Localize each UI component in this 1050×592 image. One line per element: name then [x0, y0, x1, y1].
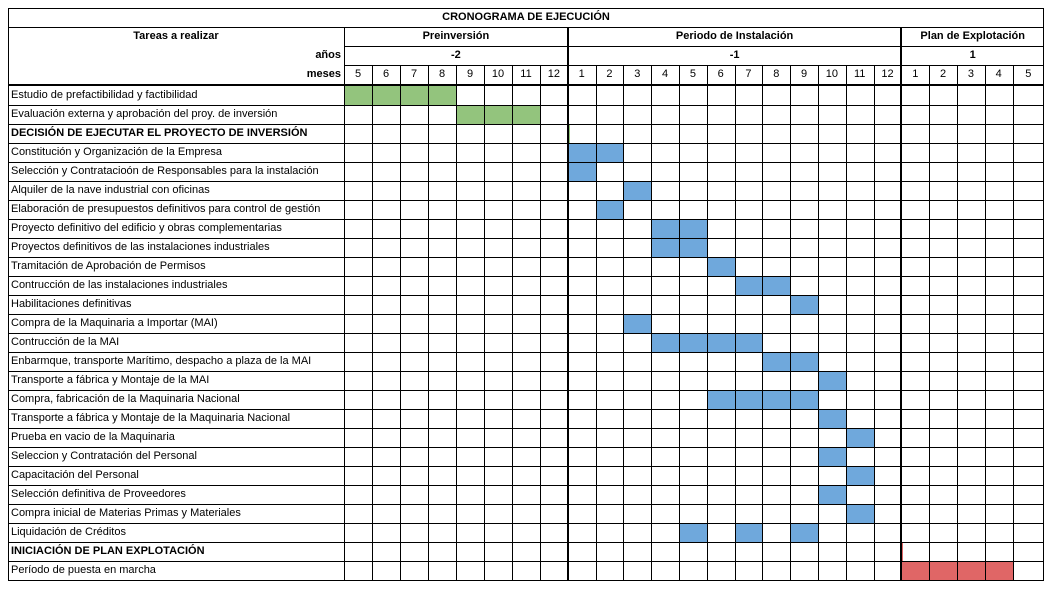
grid-line-h	[8, 200, 1044, 201]
task-label: Seleccion y Contratación del Personal	[11, 450, 197, 462]
grid-line-v	[596, 65, 597, 580]
grid-line-h	[8, 162, 1044, 163]
month-label: 1	[578, 68, 585, 80]
years-row-label: años	[315, 49, 341, 61]
grid-line-h	[8, 409, 1044, 410]
month-label: 8	[773, 68, 780, 80]
gantt-bar-cell	[790, 352, 818, 371]
gantt-bar-cell	[762, 390, 790, 409]
grid-line-v	[344, 27, 345, 580]
task-label: Alquiler de la nave industrial con oficinas	[11, 184, 210, 196]
month-label: 2	[940, 68, 947, 80]
gantt-bar-cell	[456, 105, 484, 124]
grid-line-h	[8, 8, 1044, 9]
gantt-bar-cell	[372, 86, 400, 105]
phase-header: Plan de Explotación	[920, 30, 1025, 42]
phase-year: 1	[969, 49, 976, 61]
task-column-header: Tareas a realizar	[133, 30, 219, 42]
task-label: Período de puesta en marcha	[11, 564, 156, 576]
task-label: Selección definitiva de Proveedores	[11, 488, 186, 500]
gantt-bar-cell	[985, 561, 1013, 580]
grid-line-v	[846, 65, 847, 580]
task-label: Elaboración de presupuestos definitivos para control de gestión	[11, 203, 321, 215]
month-label: 11	[520, 68, 532, 80]
month-label: 3	[967, 68, 974, 80]
grid-line-v	[985, 65, 986, 580]
grid-line-h	[8, 466, 1044, 467]
grid-line-v	[1043, 8, 1044, 581]
task-label: DECISIÓN DE EJECUTAR EL PROYECTO DE INVERSIÓN	[11, 127, 308, 139]
month-label: 1	[912, 68, 919, 80]
month-label: 12	[547, 68, 561, 80]
gantt-bar-cell	[679, 333, 707, 352]
task-label: Contrucción de las instalaciones industriales	[11, 279, 228, 291]
grid-line-h	[8, 371, 1044, 372]
task-label: Proyecto definitivo del edificio y obras complementarias	[11, 222, 282, 234]
gantt-bar-cell	[735, 333, 763, 352]
grid-line-v	[735, 65, 736, 580]
grid-line-h	[8, 295, 1044, 296]
grid-line-h	[8, 143, 1044, 144]
gantt-bar-cell	[651, 238, 679, 257]
grid-line-h	[8, 352, 1044, 353]
grid-line-v	[874, 65, 875, 580]
grid-line-h	[344, 65, 1044, 66]
gantt-bar-cell	[957, 561, 985, 580]
month-label: 4	[662, 68, 669, 80]
gantt-bar-cell	[596, 200, 624, 219]
gantt-bar-cell	[818, 409, 846, 428]
gantt-bar-cell	[707, 257, 735, 276]
month-label: 10	[491, 68, 505, 80]
gantt-bar-cell	[790, 390, 818, 409]
task-label: Constitución y Organización de la Empresa	[11, 146, 222, 158]
grid-line-v	[900, 27, 902, 580]
grid-line-v	[372, 65, 373, 580]
grid-line-h	[8, 504, 1044, 505]
task-label: Compra de la Maquinaria a Importar (MAI)	[11, 317, 218, 329]
grid-line-h	[344, 46, 1044, 47]
grid-line-h	[8, 314, 1044, 315]
grid-line-h	[8, 447, 1044, 448]
task-label: Tramitación de Aprobación de Permisos	[11, 260, 206, 272]
gantt-bar-cell	[512, 105, 540, 124]
task-label: Proyectos definitivos de las instalaciones industriales	[11, 241, 270, 253]
task-label: Evaluación externa y aprobación del proy. de inversión	[11, 108, 278, 120]
task-label: Contrucción de la MAI	[11, 336, 120, 348]
grid-line-v	[8, 8, 9, 581]
grid-line-h	[8, 257, 1044, 258]
gantt-bar-cell	[762, 276, 790, 295]
task-label: Prueba en vacio de la Maquinaria	[11, 431, 175, 443]
task-label: Compra, fabricación de la Maquinaria Nacional	[11, 393, 240, 405]
grid-line-v	[818, 65, 819, 580]
task-label: Enbarmque, transporte Marítimo, despacho a plaza de la MAI	[11, 355, 312, 367]
task-label: Transporte a fábrica y Montaje de la Maquinaria Nacional	[11, 412, 291, 424]
gantt-bar-cell	[484, 105, 512, 124]
phase-year: -2	[451, 49, 461, 61]
gantt-bar-cell	[707, 333, 735, 352]
gantt-bar-cell	[568, 162, 596, 181]
month-label: 10	[825, 68, 839, 80]
task-label: Transporte a fábrica y Montaje de la MAI	[11, 374, 210, 386]
gantt-bar-cell	[762, 352, 790, 371]
grid-line-v	[707, 65, 708, 580]
grid-line-h	[8, 219, 1044, 220]
month-label: 6	[382, 68, 390, 80]
grid-line-v	[651, 65, 652, 580]
gantt-bar-cell	[818, 447, 846, 466]
gantt-bar-cell	[679, 523, 707, 542]
task-label: Capacitación del Personal	[11, 469, 139, 481]
grid-line-h	[8, 561, 1044, 562]
months-row-label: meses	[306, 68, 341, 80]
gantt-bar-cell	[735, 523, 763, 542]
task-label: Liquidación de Créditos	[11, 526, 126, 538]
gantt-bar-cell	[846, 428, 874, 447]
month-label: 5	[689, 68, 696, 80]
grid-line-v	[567, 27, 569, 580]
gantt-bar-cell	[818, 371, 846, 390]
grid-line-v	[400, 65, 401, 580]
task-label: Estudio de prefactibilidad y factibilidad	[11, 89, 198, 101]
grid-line-h	[8, 85, 1044, 86]
gantt-bar-cell	[651, 333, 679, 352]
grid-line-v	[790, 65, 791, 580]
grid-line-v	[957, 65, 958, 580]
phase-header: Preinversión	[422, 30, 490, 42]
month-label: 3	[634, 68, 641, 80]
grid-line-h	[8, 542, 1044, 543]
month-label: 7	[410, 68, 418, 80]
phase-year: -1	[729, 49, 740, 61]
grid-line-v	[484, 65, 485, 580]
gantt-bar-cell	[568, 143, 596, 162]
gantt-bar-cell	[846, 504, 874, 523]
gantt-bar-cell	[735, 390, 763, 409]
grid-line-h	[8, 105, 1044, 106]
month-label: 5	[354, 68, 362, 80]
month-label: 5	[1025, 68, 1032, 80]
gantt-bar-cell	[818, 485, 846, 504]
gantt-bar-cell	[623, 181, 651, 200]
task-label: Habilitaciones definitivas	[11, 298, 132, 310]
month-label: 9	[801, 68, 808, 80]
gantt-bar-cell	[679, 238, 707, 257]
grid-line-h	[8, 124, 1044, 125]
schedule-sheet	[8, 8, 1044, 582]
grid-line-v	[762, 65, 763, 580]
month-label: 11	[853, 68, 866, 80]
gantt-bar-cell	[596, 143, 624, 162]
grid-line-v	[623, 65, 624, 580]
month-label: 8	[438, 68, 446, 80]
grid-line-v	[512, 65, 513, 580]
grid-line-h	[8, 390, 1044, 391]
gantt-bar-cell	[790, 523, 818, 542]
month-label: 12	[881, 68, 894, 80]
month-label: 2	[606, 68, 613, 80]
gantt-bar-cell	[707, 390, 735, 409]
gantt-bar-cell	[679, 219, 707, 238]
grid-line-h	[8, 580, 1044, 581]
grid-line-h	[8, 276, 1044, 277]
gantt-bar-cell	[651, 219, 679, 238]
gantt-bar-cell	[929, 561, 957, 580]
gantt-bar-cell	[846, 466, 874, 485]
month-label: 6	[717, 68, 724, 80]
grid-line-h	[8, 181, 1044, 182]
grid-line-v	[456, 65, 457, 580]
gantt-bar-cell	[735, 276, 763, 295]
schedule-title: CRONOGRAMA DE EJECUCIÓN	[442, 11, 610, 23]
month-label: 7	[745, 68, 752, 80]
grid-line-v	[540, 65, 541, 580]
gantt-bar-cell	[344, 86, 372, 105]
grid-line-h	[8, 238, 1044, 239]
month-label: 4	[995, 68, 1002, 80]
gantt-bar-cell	[901, 561, 929, 580]
task-label: INICIACIÓN DE PLAN EXPLOTACIÓN	[11, 545, 205, 557]
gantt-bar-cell	[623, 314, 651, 333]
task-label: Selección y Contratacioón de Responsables para la instalación	[11, 165, 319, 177]
grid-line-v	[428, 65, 429, 580]
gantt-bar-cell	[400, 86, 428, 105]
grid-line-h	[8, 27, 1044, 28]
grid-line-v	[1013, 65, 1014, 580]
gantt-bar-cell	[428, 86, 456, 105]
grid-line-h	[8, 485, 1044, 486]
grid-line-h	[8, 428, 1044, 429]
grid-line-h	[8, 523, 1044, 524]
grid-line-v	[929, 65, 930, 580]
task-label: Compra inicial de Materias Primas y Materiales	[11, 507, 241, 519]
gantt-bar-cell	[790, 295, 818, 314]
grid-line-v	[679, 65, 680, 580]
phase-header: Periodo de Instalación	[675, 30, 794, 42]
month-label: 9	[466, 68, 474, 80]
grid-line-h	[8, 333, 1044, 334]
